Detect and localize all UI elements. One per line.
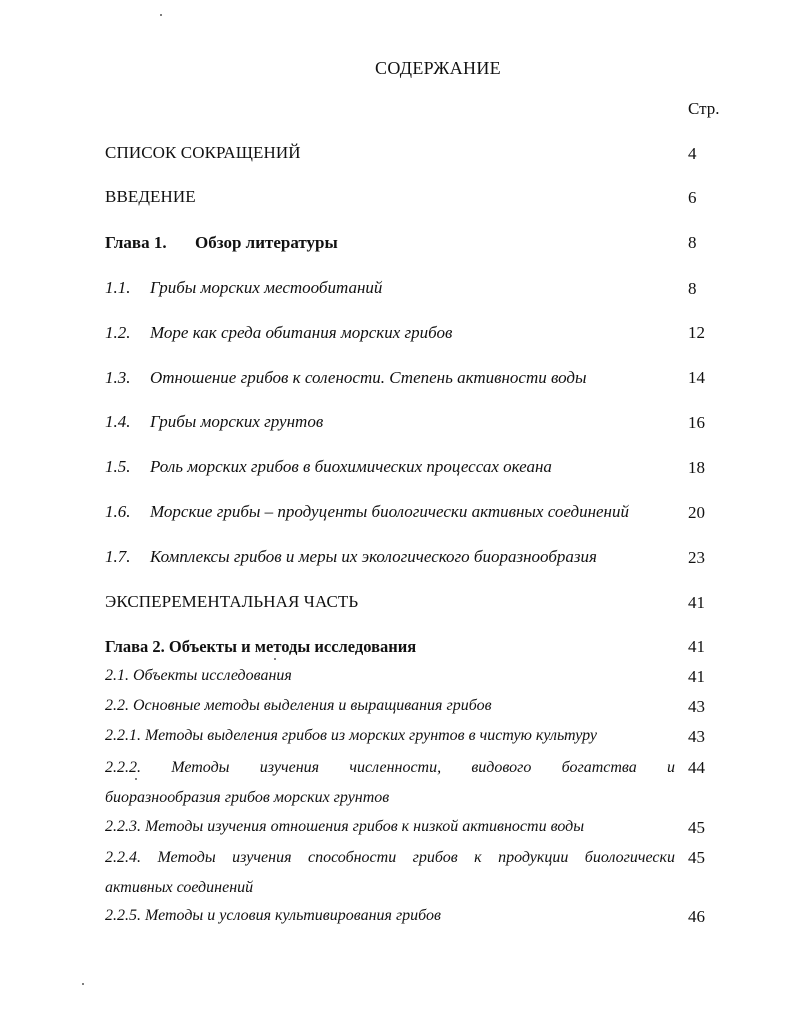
toc-page-number: 45 <box>688 818 705 837</box>
toc-word: грибов <box>412 849 458 866</box>
toc-word: богатства <box>561 759 637 776</box>
toc-word: продукции <box>498 849 569 866</box>
toc-word: биологически <box>584 849 675 866</box>
toc-entry-text: Море как среда обитания морских грибов <box>150 323 453 342</box>
toc-word: видового <box>471 759 532 776</box>
toc-entry-chapter-1[interactable] <box>105 233 338 253</box>
toc-entry-1-6[interactable] <box>105 502 629 522</box>
toc-entry-number: 1.7. <box>105 547 131 566</box>
toc-entry-number: 1.5. <box>105 457 131 476</box>
toc-entry-1-1[interactable] <box>105 278 382 298</box>
toc-page-number: 20 <box>688 503 705 522</box>
toc-entry-text: ВВЕДЕНИЕ <box>105 187 196 206</box>
toc-entry-chapter-2[interactable] <box>105 637 416 657</box>
toc-word: 2.2.2. <box>105 759 141 776</box>
toc-entry-2-2-1[interactable] <box>105 727 597 745</box>
toc-entry-number: Глава 1. <box>105 233 167 252</box>
toc-entry-1-3[interactable] <box>105 368 587 388</box>
toc-entry-text: Обзор литературы <box>195 233 338 252</box>
toc-entry-number: 1.1. <box>105 278 131 297</box>
toc-word: численности, <box>349 759 442 776</box>
toc-entry-2-2[interactable] <box>105 697 492 715</box>
toc-word: Методы <box>171 759 230 776</box>
toc-entry-text: 2.2.3. Методы изучения отношения грибов к низкой активности воды <box>105 818 585 835</box>
toc-entry-text: 2.2.5. Методы и условия культивирования грибов <box>105 907 441 924</box>
toc-page-number: 6 <box>688 188 697 207</box>
toc-entry-introduction[interactable] <box>105 187 196 207</box>
toc-page-number: 43 <box>688 727 705 746</box>
toc-entry-2-1[interactable] <box>105 667 292 685</box>
scan-speck <box>274 658 276 660</box>
toc-page-number: 8 <box>688 279 697 298</box>
toc-page-number: 41 <box>688 667 705 686</box>
toc-page-number: 44 <box>688 758 705 777</box>
toc-entry-text: Отношение грибов к солености. Степень активности воды <box>150 368 587 387</box>
toc-entry-text: СПИСОК СОКРАЩЕНИЙ <box>105 143 301 162</box>
toc-entry-2-2-2[interactable] <box>105 753 675 813</box>
toc-entry-text: Роль морских грибов в биохимических процессах океана <box>150 457 552 476</box>
toc-entry-1-4[interactable] <box>105 412 323 432</box>
toc-entry-1-2[interactable] <box>105 323 452 343</box>
toc-page-number: 14 <box>688 368 705 387</box>
toc-entry-number: 1.6. <box>105 502 131 521</box>
toc-page-number: 23 <box>688 548 705 567</box>
toc-entry-line-1 <box>105 753 675 783</box>
page-column-header: Стр. <box>688 99 720 118</box>
toc-entry-text: Грибы морских грунтов <box>150 412 324 431</box>
toc-word: изучения <box>232 849 292 866</box>
toc-entry-text: ЭКСПЕРЕМЕНТАЛЬНАЯ ЧАСТЬ <box>105 592 359 611</box>
page-title: СОДЕРЖАНИЕ <box>375 58 501 78</box>
toc-word: к <box>474 849 482 866</box>
toc-entry-2-2-5[interactable] <box>105 907 441 925</box>
toc-word: Методы <box>157 849 216 866</box>
toc-page-number: 18 <box>688 458 705 477</box>
toc-page-number: 12 <box>688 323 705 342</box>
toc-entry-text: Глава 2. Объекты и методы исследования <box>105 637 417 656</box>
toc-entry-number: 1.4. <box>105 412 131 431</box>
toc-entry-1-7[interactable] <box>105 547 597 567</box>
toc-page-number: 46 <box>688 907 705 926</box>
toc-entry-number: 1.2. <box>105 323 131 342</box>
scan-speck <box>82 983 84 985</box>
toc-page-number: 16 <box>688 413 705 432</box>
toc-entry-text: Комплексы грибов и меры их экологического биоразнообразия <box>150 547 597 566</box>
toc-page-number: 41 <box>688 593 705 612</box>
toc-word: и <box>667 759 675 776</box>
toc-entry-text: 2.2.1. Методы выделения грибов из морских грунтов в чистую культуру <box>105 727 597 744</box>
toc-entry-line-2: биоразнообразия грибов морских грунтов <box>105 789 390 806</box>
toc-entry-line-2: активных соединений <box>105 879 254 896</box>
toc-entry-abbreviations[interactable] <box>105 143 301 163</box>
toc-entry-text: Морские грибы – продуценты биологически активных соединений <box>150 502 629 521</box>
toc-entry-1-5[interactable] <box>105 457 552 477</box>
toc-word: 2.2.4. <box>105 849 141 866</box>
toc-entry-text: 2.2. Основные методы выделения и выращивания грибов <box>105 697 492 714</box>
toc-entry-text: Грибы морских местообитаний <box>150 278 383 297</box>
toc-entry-number: 1.3. <box>105 368 131 387</box>
toc-entry-2-2-4[interactable] <box>105 843 675 903</box>
toc-entry-experimental-part[interactable] <box>105 592 358 612</box>
toc-page-number: 41 <box>688 637 705 656</box>
toc-page-number: 8 <box>688 233 697 252</box>
toc-word: способности <box>307 849 397 866</box>
toc-page-number: 45 <box>688 848 705 867</box>
toc-entry-text: 2.1. Объекты исследования <box>105 667 292 684</box>
toc-page-number: 4 <box>688 144 697 163</box>
scan-speck <box>135 778 137 780</box>
toc-entry-2-2-3[interactable] <box>105 818 584 836</box>
toc-word: изучения <box>259 759 320 776</box>
toc-entry-line-1 <box>105 843 675 873</box>
toc-page-number: 43 <box>688 697 705 716</box>
scan-speck <box>160 14 162 16</box>
